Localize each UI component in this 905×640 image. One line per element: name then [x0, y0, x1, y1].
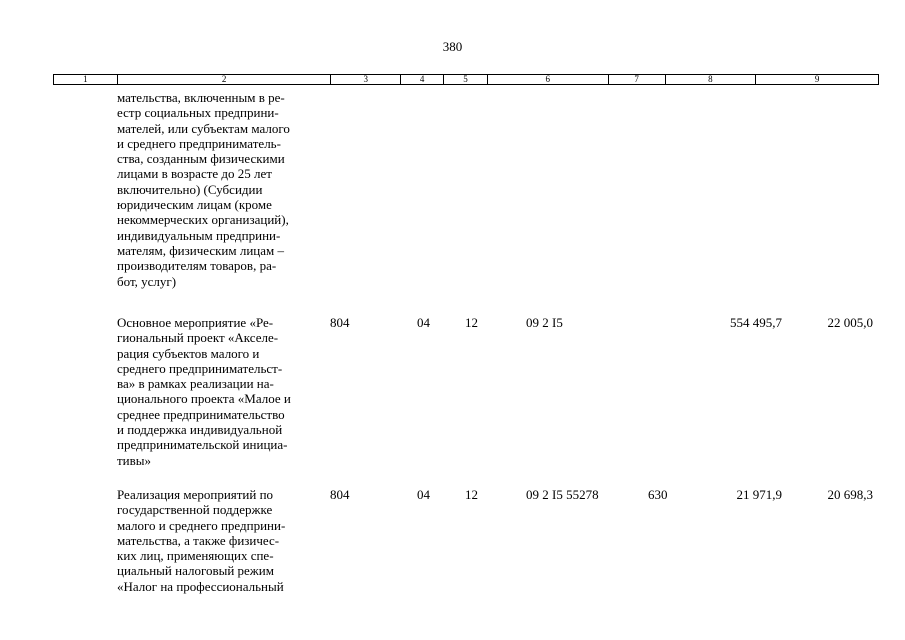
description-line: «Налог на профессиональный — [117, 578, 284, 594]
description-line: предпринимательской инициа- — [117, 437, 288, 453]
description-line: гиональный проект «Акселе- — [117, 330, 279, 346]
header-col-9: 9 — [814, 74, 820, 84]
cell-amount-1: 554 495,7 — [730, 315, 782, 330]
header-col-2: 2 — [118, 75, 331, 84]
description-line: мателей, или субъектам малого — [117, 120, 290, 136]
cell-subsection-code: 12 — [465, 315, 478, 330]
header-col-7: 7 — [609, 75, 666, 84]
row-description — [117, 90, 331, 289]
cell-ministry-code: 804 — [330, 487, 350, 502]
header-col-3: 3 — [331, 75, 401, 84]
header-col-4: 4 — [401, 75, 444, 84]
description-line: Основное мероприятие «Ре- — [117, 315, 274, 330]
cell-amount-1: 21 971,9 — [736, 487, 782, 502]
description-line: среднее предпринимательство — [117, 406, 285, 422]
cell-amount-2: 22 005,0 — [827, 315, 873, 330]
description-line: мательства, включенным в ре- — [117, 90, 285, 105]
description-line: рация субъектов малого и — [117, 345, 260, 361]
description-line: индивидуальным предприни- — [117, 227, 281, 243]
description-line: включительно) (Субсидии — [117, 181, 263, 197]
cell-section-code: 04 — [417, 487, 430, 502]
cell-ministry-code: 804 — [330, 315, 350, 330]
header-col-8: 8 — [666, 75, 757, 84]
description-line: и среднего предприниматель- — [117, 135, 281, 151]
header-col-5: 5 — [444, 75, 488, 84]
description-line: ства, созданным физическими — [117, 151, 285, 167]
description-line: ционального проекта «Малое и — [117, 391, 291, 407]
row-description — [117, 315, 331, 468]
description-line: среднего предпринимательст- — [117, 360, 283, 376]
description-line: и поддержка индивидуальной — [117, 422, 283, 438]
cell-target-article: 09 2 I5 55278 — [526, 487, 599, 502]
description-line: циальный налоговый режим — [117, 563, 274, 579]
description-line: лицами в возрасте до 25 лет — [117, 166, 272, 182]
description-line: мательства, а также физичес- — [117, 532, 280, 548]
description-line: производителям товаров, ра- — [117, 258, 277, 274]
description-line: некоммерческих организаций), — [117, 212, 289, 228]
description-line: тивы» — [117, 452, 152, 468]
description-line: малого и среднего предприни- — [117, 517, 286, 533]
cell-section-code: 04 — [417, 315, 430, 330]
table-header-row — [53, 74, 879, 85]
description-line: ва» в рамках реализации на- — [117, 376, 274, 392]
description-line: бот, услуг) — [117, 273, 177, 289]
cell-amount-2: 20 698,3 — [827, 487, 873, 502]
cell-target-article: 09 2 I5 — [526, 315, 563, 330]
page-number: 380 — [442, 39, 463, 54]
cell-expense-type: 630 — [648, 487, 668, 502]
header-col-6: 6 — [488, 75, 609, 84]
description-line: государственной поддержке — [117, 502, 273, 518]
cell-subsection-code: 12 — [465, 487, 478, 502]
row-description — [117, 487, 331, 594]
description-line: юридическим лицам (кроме — [117, 197, 272, 213]
description-line: Реализация мероприятий по — [117, 487, 274, 502]
description-line: мателям, физическим лицам – — [117, 242, 284, 258]
description-line: ких лиц, применяющих спе- — [117, 548, 274, 564]
header-col-1: 1 — [54, 75, 118, 84]
description-line: естр социальных предприни- — [117, 105, 279, 121]
